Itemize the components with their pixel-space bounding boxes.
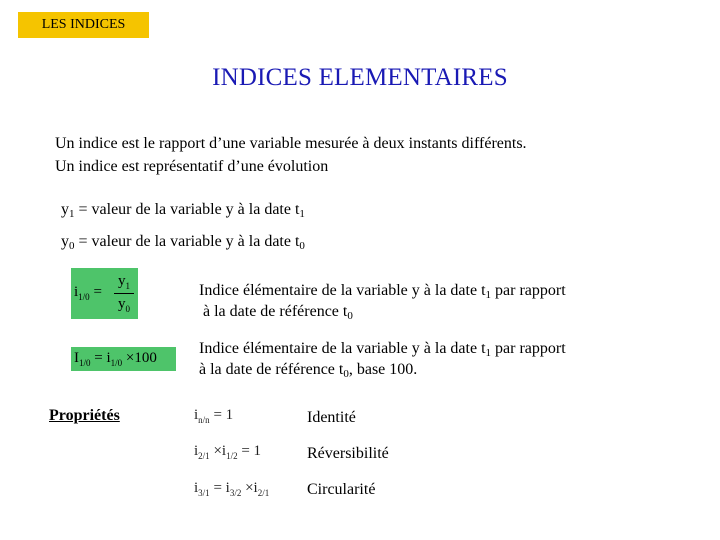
def-var-sub: 1 xyxy=(69,208,75,220)
formula1-denominator: $y_0$ xyxy=(118,296,130,314)
property-label-identity: Identité xyxy=(307,409,356,426)
formula-elementary-index xyxy=(71,268,138,319)
section-tag: LES INDICES xyxy=(18,12,149,38)
def-var: y xyxy=(61,233,69,250)
property-label-reversibility: Réversibilité xyxy=(307,445,389,462)
def-date-sub: 0 xyxy=(299,240,305,252)
page-title xyxy=(0,64,720,92)
intro-line-1: Un indice est le rapport d’une variable mesurée à deux instants différents. xyxy=(55,135,527,152)
desc1-line-a: Indice élémentaire de la variable y à la date $t_1$ par rapport xyxy=(199,282,566,301)
fraction-bar xyxy=(114,293,134,294)
properties-heading: Propriétés xyxy=(49,407,120,424)
desc2-line-a: Indice élémentaire de la variable y à la date $t_1$ par rapport xyxy=(199,340,566,359)
formula1-lhs: $i_{1/0}$ = xyxy=(74,284,102,302)
property-formula-identity: $i_{n/n} = 1$ xyxy=(194,407,234,425)
def-date-sub: 1 xyxy=(299,208,305,220)
property-formula-reversibility: $i_{2/1} \times i_{1/2} = 1$ xyxy=(194,443,262,461)
def-text: = valeur de la variable y à la date t xyxy=(74,233,300,250)
def-var: y xyxy=(61,201,69,218)
desc2-line-b: à la date de référence $t_0$, base 100. xyxy=(199,361,418,380)
def-text: = valeur de la variable y à la date t xyxy=(74,201,300,218)
formula2-expression: $I_{1/0} = i_{1/0} \times 100$ xyxy=(74,350,157,368)
desc1-line-b: à la date de référence $t_0$ xyxy=(203,303,353,322)
property-formula-circularity: $i_{3/1} = i_{3/2} \times i_{2/1}$ xyxy=(194,480,270,498)
formula1-numerator: $y_1$ xyxy=(118,273,130,291)
def-var-sub: 0 xyxy=(69,240,75,252)
intro-line-2: Un indice est représentatif d’une évolution xyxy=(55,158,329,175)
definition-y1 xyxy=(61,198,305,221)
formula-index-base-100 xyxy=(71,347,176,371)
property-label-circularity: Circularité xyxy=(307,481,376,498)
formula1-fraction xyxy=(114,274,134,312)
definition-y0 xyxy=(61,230,305,253)
page-title-text: INDICES ELEMENTAIRES xyxy=(212,64,508,91)
